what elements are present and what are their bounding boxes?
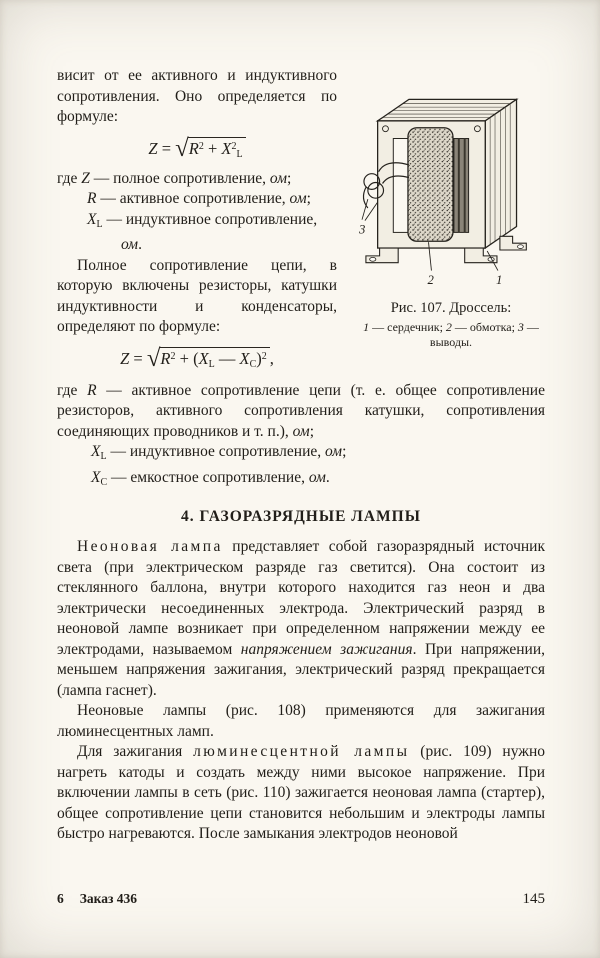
paragraph-total-impedance: Полное сопротивление цепи, в которую включены резисторы, катушки индуктивности и конденсаторы, определяют по формуле: <box>57 256 337 335</box>
formula-lhs: Z = <box>148 138 176 158</box>
print-signature <box>57 891 137 907</box>
formula-impedance <box>57 135 337 163</box>
page-content <box>57 66 545 845</box>
where-row: $X_L$ — индуктивное сопротивление, ом. <box>87 210 318 253</box>
where-list-impedance <box>57 169 337 256</box>
formula-radicand: $R^2 + (X_L$ — $X_C)^2$ <box>159 347 269 368</box>
paragraph-neon-lamp: Неоновая лампа представляет собой газоразрядный источник света (при электрическом разряде газ светится). Она состоит из стеклянного баллона, внутри которого находится газ неон и два электрически несоединенных электрода. Электрический разряд в неоновой лампе возникает при определенном напряжении между ее электродами, называемом напряжением зажигания. При напряжении, меньшем напряжения зажигания, электрический разряд прекращается (лампа гаснет). <box>57 538 546 699</box>
radical-sign: √ <box>175 134 188 162</box>
figure-label-3: 3 <box>359 222 366 237</box>
where-row: $X_L$ — индуктивное сопротивление, ом; <box>91 443 347 462</box>
choke-illustration <box>353 72 549 295</box>
page-number: 145 <box>522 891 545 907</box>
figure-caption <box>353 300 549 350</box>
two-column-section <box>57 66 545 379</box>
signature-number: 6 <box>57 891 64 906</box>
paragraph-impedance-intro: висит от ее активного и индуктивного сопротивления. Оно определяется по формуле: <box>57 67 337 125</box>
figure-column <box>353 66 549 379</box>
choke-drawing <box>353 72 549 295</box>
formula-tail: , <box>269 348 274 368</box>
paragraph-neon-usage: Неоновые лампы (рис. 108) применяются для зажигания люминесцентных ламп. <box>57 702 545 740</box>
section-heading-gas-discharge-lamps: 4. ГАЗОРАЗРЯДНЫЕ ЛАМПЫ <box>181 508 421 525</box>
formula-radicand: $R^2 + X^2_L$ <box>188 137 246 158</box>
where-row: $X_C$ — емкостное сопротивление, ом. <box>91 468 330 488</box>
order-number: Заказ 436 <box>79 891 137 906</box>
where-row: R — активное сопротивление, ом; <box>87 190 311 207</box>
figure-caption-title: Рис. 107. Дроссель: <box>390 300 512 316</box>
paragraph-fluorescent-start: Для зажигания люминесцентной лампы (рис. 109) нужно нагреть катоды и создать между ними высокое напряжение. При включении лампы в сеть (рис. 110) зажигается неоновая лампа (стартер), общее сопротивление цепи становится небольшим и электроды лампы быстро нагреваются. После замыкания электродов неоновой <box>57 743 545 842</box>
winding <box>408 128 453 241</box>
radical-sign: √ <box>146 344 160 372</box>
figure-choke <box>353 72 549 350</box>
formula-impedance-full <box>57 345 337 373</box>
left-text-column <box>57 66 337 379</box>
figure-label-1: 1 <box>495 273 503 288</box>
formula-lhs: Z = <box>120 348 147 368</box>
figure-label-2: 2 <box>427 273 434 288</box>
where-row: где Z — полное сопротивление, ом; <box>57 169 292 187</box>
where-list-full <box>57 381 545 494</box>
figure-caption-detail: 1 — сердечник; 2 — обмотка; 3 — выводы. <box>363 320 539 349</box>
page-footer <box>57 891 545 908</box>
where-row: где R — активное сопротивление цепи (т. е. общее сопротивление резисторов, активного сопротивления катушки, сопротивления соединяющих проводников и т. п.), ом; <box>57 381 545 440</box>
